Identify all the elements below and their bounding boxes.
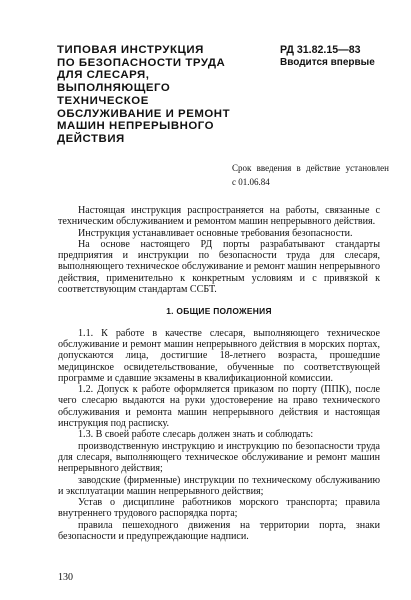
title-line: ОБСЛУЖИВАНИЕ И РЕМОНТ (57, 107, 231, 120)
document-code: РД 31.82.15—83 (280, 44, 361, 56)
section-paragraph: Устав о дисциплине работников морского транспорта; правила внутреннего трудового распорядка порта; (58, 497, 380, 520)
title-line: ДЕЙСТВИЯ (57, 132, 125, 145)
section-paragraph: 1.1. К работе в качестве слесаря, выполняющего техническое обслуживание и ремонт машин непрерывного действия в морских портах, допускаются лица, достигшие 18-летнего возраста, прошедшие медицинское освидетельствование, обученные по соответствующей программе и сдавшие экзамены в квалификационной комиссии. (58, 327, 380, 384)
title-line: ВЫПОЛНЯЮЩЕГО (57, 82, 171, 95)
effective-date-note (232, 162, 389, 189)
effective-date-value: с 01.06.84 (232, 176, 270, 187)
page-number: 130 (58, 572, 73, 583)
document-title (57, 44, 262, 146)
section-paragraph: 1.2. Допуск к работе оформляется приказом по порту (ППК), после чего слесарю выдаются на руки удостоверение на право технического обслуживания и ремонта машин непрерывного действия и настоящая инструкция под расписку. (58, 384, 380, 430)
intro-paragraph: Настоящая инструкция распространяется на работы, связанные с техническим обслуживанием и ремонтом машин непрерывного действия. (58, 205, 380, 228)
section-paragraph: производственную инструкцию и инструкцию по безопасности труда для слесаря, выполняющего техническое обслуживание и ремонт машин непрерывного действия; (58, 440, 380, 475)
title-line: ПО БЕЗОПАСНОСТИ ТРУДА (57, 56, 226, 69)
section-paragraph: 1.3. В своей работе слесарь должен знать и соблюдать: (78, 429, 314, 441)
section-heading: 1. ОБЩИЕ ПОЛОЖЕНИЯ (166, 306, 272, 317)
intro-paragraph: Инструкция устанавливает основные требования безопасности. (78, 227, 353, 239)
title-line: ДЛЯ СЛЕСАРЯ, (57, 69, 150, 82)
document-introduction-note: Вводится впервые (280, 57, 375, 68)
document-body (58, 205, 380, 542)
section-paragraph: заводские (фирменные) инструкции по техническому обслуживанию и эксплуатации машин непрерывного действия; (58, 474, 380, 497)
title-line: ТЕХНИЧЕСКОЕ (57, 94, 149, 107)
title-line: МАШИН НЕПРЕРЫВНОГО (57, 120, 215, 133)
title-line: ТИПОВАЯ ИНСТРУКЦИЯ (57, 44, 204, 56)
section-paragraph: правила пешеходного движения на территории порта, знаки безопасности и предупреждающие надписи. (58, 519, 380, 543)
intro-paragraph: На основе настоящего РД порты разрабатывают стандарты предприятия и инструкции по безопасности труда для слесаря, выполняющего техническое обслуживание и ремонт машин непрерывного действия, применительно к конкретным условиям и с привязкой к соответствующим стандартам ССБТ. (58, 238, 380, 296)
effective-date-line: Срок введения в действие установлен (232, 163, 389, 173)
